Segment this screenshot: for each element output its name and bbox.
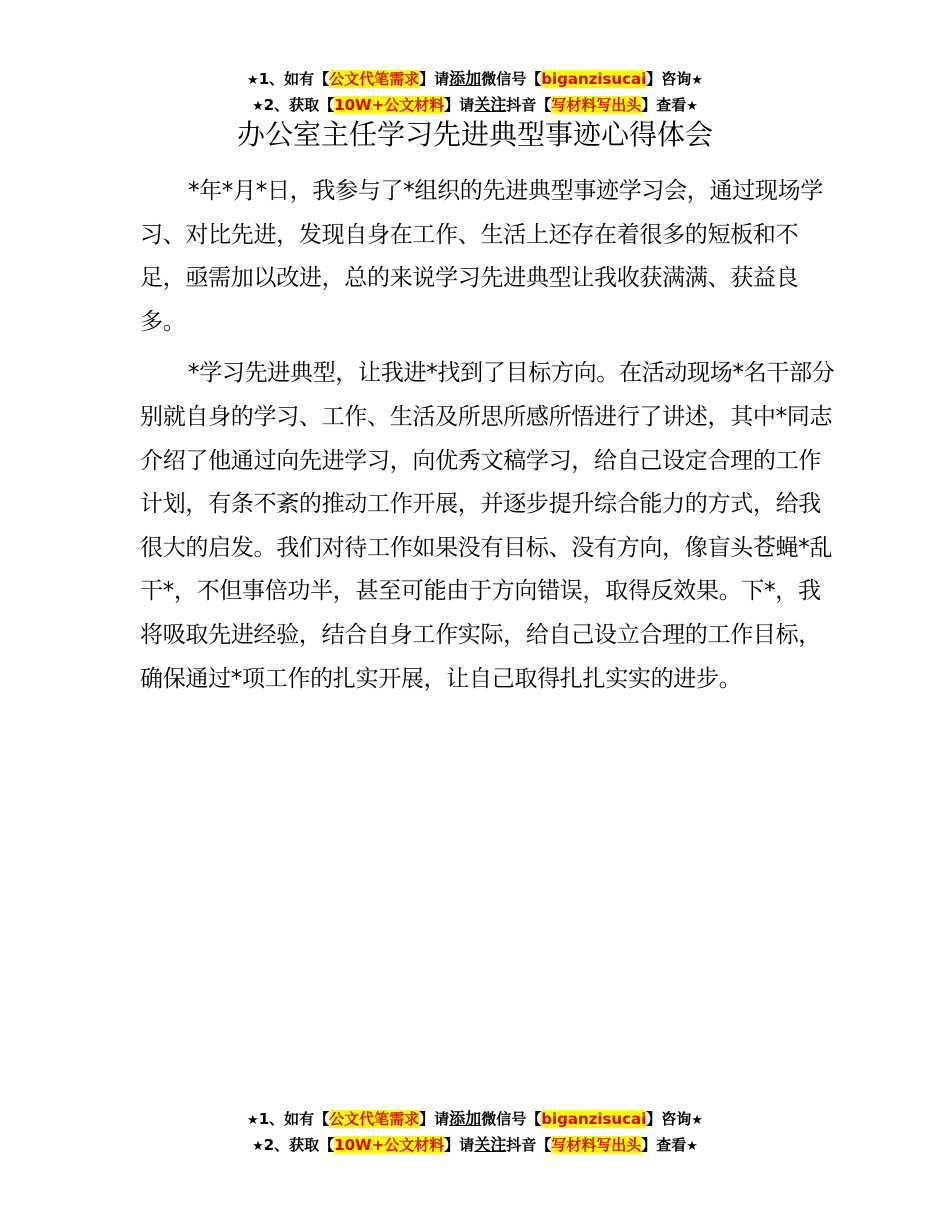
promo-highlight: 公文代笔需求: [329, 1110, 420, 1128]
promo-highlight: 写材料写出头: [551, 1136, 642, 1154]
promo-highlight: biganzisucai: [541, 70, 647, 88]
promo-text: 微信号【: [481, 1110, 542, 1128]
star-icon: ★: [686, 1139, 698, 1154]
promo-text: 】请: [444, 96, 475, 114]
promo-text: 2、获取【: [263, 96, 335, 114]
promo-text: 】请: [444, 1136, 475, 1154]
promo-text: 抖音【: [506, 1136, 552, 1154]
promo-text: 】查看: [641, 96, 687, 114]
star-icon: ★: [252, 99, 264, 114]
promo-banner-bottom: [0, 1107, 950, 1159]
promo-line-1: [0, 67, 950, 93]
star-icon: ★: [686, 99, 698, 114]
promo-text: 1、如有【: [258, 1110, 330, 1128]
document-body: [140, 170, 835, 709]
star-icon: ★: [247, 73, 259, 88]
paragraph: *学习先进典型，让我进*找到了目标方向。在活动现场*名干部分别就自身的学习、工作、生活及所思所感所悟进行了讲述，其中*同志介绍了他通过向先进学习，向优秀文稿学习，给自己设定合理的工作计划，有条不紊的推动工作开展，并逐步提升综合能力的方式，给我很大的启发。我们对待工作如果没有目标、没有方向，像盲头苍蝇*乱干*，不但事倍功半，甚至可能由于方向错误，取得反效果。下*，我将吸取先进经验，结合自身工作实际，给自己设立合理的工作目标，确保通过*项工作的扎实开展，让自己取得扎扎实实的进步。: [140, 360, 835, 692]
promo-text: 1、如有【: [258, 70, 330, 88]
promo-text: 】请: [419, 1110, 450, 1128]
star-icon: ★: [691, 73, 703, 88]
promo-text: 2、获取【: [263, 1136, 335, 1154]
promo-underline: 添加: [449, 69, 482, 88]
promo-highlight: 10W+公文材料: [334, 96, 445, 114]
promo-highlight: 公文代笔需求: [329, 70, 420, 88]
promo-underline: 关注: [474, 1135, 507, 1154]
promo-highlight: 写材料写出头: [551, 96, 642, 114]
promo-line-2: [0, 1133, 950, 1159]
paragraph: *年*月*日，我参与了*组织的先进典型事迹学习会，通过现场学习、对比先进，发现自身在工作、生活上还存在着很多的短板和不足，亟需加以改进，总的来说学习先进典型让我收获满满、获益良多。: [140, 178, 824, 335]
promo-highlight: biganzisucai: [541, 1110, 647, 1128]
promo-banner-top: [0, 67, 950, 119]
promo-text: 】查看: [641, 1136, 687, 1154]
star-icon: ★: [247, 1113, 259, 1128]
promo-line-1: [0, 1107, 950, 1133]
document-title: 办公室主任学习先进典型事迹心得体会: [236, 118, 713, 151]
promo-underline: 关注: [474, 95, 507, 114]
promo-text: 】请: [419, 70, 450, 88]
star-icon: ★: [252, 1139, 264, 1154]
promo-text: 微信号【: [481, 70, 542, 88]
promo-text: 抖音【: [506, 96, 552, 114]
promo-text: 】咨询: [646, 1110, 692, 1128]
promo-text: 】咨询: [646, 70, 692, 88]
promo-underline: 添加: [449, 1109, 482, 1128]
star-icon: ★: [691, 1113, 703, 1128]
promo-highlight: 10W+公文材料: [334, 1136, 445, 1154]
